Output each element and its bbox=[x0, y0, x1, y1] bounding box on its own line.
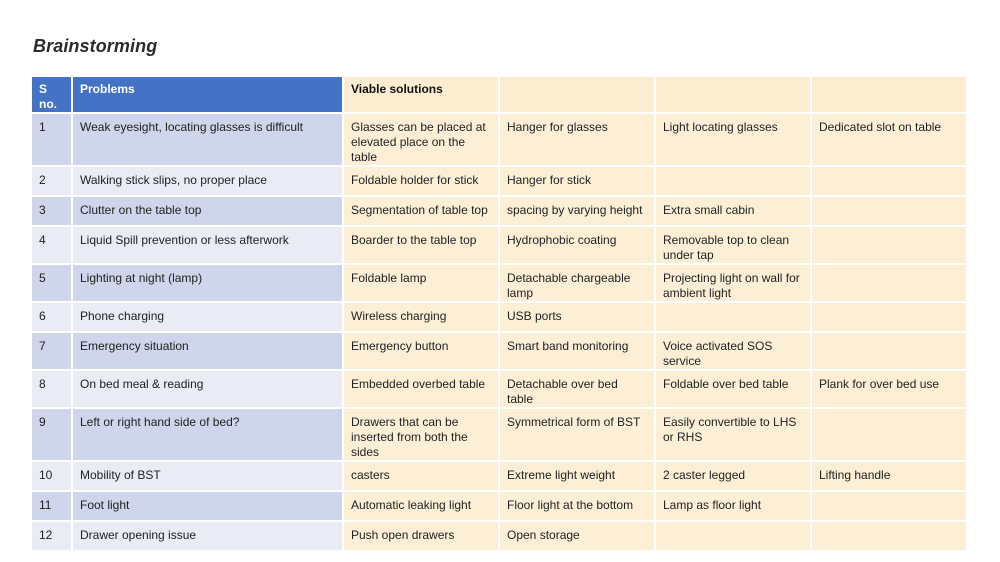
solution-cell bbox=[656, 522, 812, 552]
row-number: 5 bbox=[32, 265, 73, 303]
row-number: 8 bbox=[32, 371, 73, 409]
row-number: 10 bbox=[32, 462, 73, 492]
table-row bbox=[32, 227, 968, 265]
solution-cell: Foldable lamp bbox=[344, 265, 500, 303]
solution-cell bbox=[812, 265, 968, 303]
header-sno: S no. bbox=[32, 77, 73, 114]
solution-cell bbox=[812, 197, 968, 227]
table-row bbox=[32, 333, 968, 371]
solution-cell: Extra small cabin bbox=[656, 197, 812, 227]
solution-cell: Push open drawers bbox=[344, 522, 500, 552]
solution-cell: Voice activated SOS service bbox=[656, 333, 812, 371]
solution-cell bbox=[812, 492, 968, 522]
problem-cell: Foot light bbox=[73, 492, 344, 522]
problem-cell: Phone charging bbox=[73, 303, 344, 333]
solution-cell: Drawers that can be inserted from both the sides bbox=[344, 409, 500, 462]
solution-cell: Hanger for glasses bbox=[500, 114, 656, 167]
solution-cell: Removable top to clean under tap bbox=[656, 227, 812, 265]
solution-cell bbox=[812, 303, 968, 333]
solution-cell: Detachable over bed table bbox=[500, 371, 656, 409]
table-row bbox=[32, 522, 968, 552]
solution-cell: casters bbox=[344, 462, 500, 492]
table-row bbox=[32, 371, 968, 409]
solution-cell: Emergency button bbox=[344, 333, 500, 371]
solution-cell: Easily convertible to LHS or RHS bbox=[656, 409, 812, 462]
header-empty bbox=[500, 77, 656, 114]
row-number: 2 bbox=[32, 167, 73, 197]
solution-cell bbox=[656, 303, 812, 333]
row-number: 9 bbox=[32, 409, 73, 462]
solution-cell bbox=[812, 409, 968, 462]
problem-cell: Weak eyesight, locating glasses is difficult bbox=[73, 114, 344, 167]
solution-cell: Automatic leaking light bbox=[344, 492, 500, 522]
solution-cell: Projecting light on wall for ambient light bbox=[656, 265, 812, 303]
brainstorming-table bbox=[32, 77, 968, 552]
solution-cell: 2 caster legged bbox=[656, 462, 812, 492]
solution-cell: Extreme light weight bbox=[500, 462, 656, 492]
table-row bbox=[32, 462, 968, 492]
table-row bbox=[32, 114, 968, 167]
header-empty bbox=[656, 77, 812, 114]
solution-cell: Lamp as floor light bbox=[656, 492, 812, 522]
solution-cell: Boarder to the table top bbox=[344, 227, 500, 265]
header-row bbox=[32, 77, 968, 114]
solution-cell bbox=[812, 167, 968, 197]
problem-cell: Emergency situation bbox=[73, 333, 344, 371]
solution-cell: spacing by varying height bbox=[500, 197, 656, 227]
table-row bbox=[32, 197, 968, 227]
table-row bbox=[32, 167, 968, 197]
solution-cell: Embedded overbed table bbox=[344, 371, 500, 409]
table-row bbox=[32, 492, 968, 522]
problem-cell: Lighting at night (lamp) bbox=[73, 265, 344, 303]
solution-cell: Light locating glasses bbox=[656, 114, 812, 167]
problem-cell: Liquid Spill prevention or less afterwork bbox=[73, 227, 344, 265]
row-number: 3 bbox=[32, 197, 73, 227]
solution-cell: Smart band monitoring bbox=[500, 333, 656, 371]
header-problems: Problems bbox=[73, 77, 344, 114]
table-row bbox=[32, 409, 968, 462]
page-title: Brainstorming bbox=[33, 36, 158, 56]
solution-cell bbox=[656, 167, 812, 197]
solution-cell bbox=[812, 227, 968, 265]
problem-cell: Drawer opening issue bbox=[73, 522, 344, 552]
solution-cell: Hydrophobic coating bbox=[500, 227, 656, 265]
solution-cell: Lifting handle bbox=[812, 462, 968, 492]
row-number: 6 bbox=[32, 303, 73, 333]
solution-cell: Hanger for stick bbox=[500, 167, 656, 197]
solution-cell: Foldable holder for stick bbox=[344, 167, 500, 197]
solution-cell: Plank for over bed use bbox=[812, 371, 968, 409]
table-row bbox=[32, 303, 968, 333]
header-solutions: Viable solutions bbox=[344, 77, 500, 114]
problem-cell: Mobility of BST bbox=[73, 462, 344, 492]
solution-cell bbox=[812, 522, 968, 552]
solution-cell: Foldable over bed table bbox=[656, 371, 812, 409]
solution-cell: Wireless charging bbox=[344, 303, 500, 333]
row-number: 4 bbox=[32, 227, 73, 265]
table-row bbox=[32, 265, 968, 303]
row-number: 7 bbox=[32, 333, 73, 371]
problem-cell: Left or right hand side of bed? bbox=[73, 409, 344, 462]
row-number: 12 bbox=[32, 522, 73, 552]
solution-cell: USB ports bbox=[500, 303, 656, 333]
problem-cell: Clutter on the table top bbox=[73, 197, 344, 227]
solution-cell: Segmentation of table top bbox=[344, 197, 500, 227]
solution-cell: Glasses can be placed at elevated place on the table bbox=[344, 114, 500, 167]
table-body bbox=[32, 114, 968, 552]
solution-cell bbox=[812, 333, 968, 371]
row-number: 1 bbox=[32, 114, 73, 167]
problem-cell: On bed meal & reading bbox=[73, 371, 344, 409]
row-number: 11 bbox=[32, 492, 73, 522]
solution-cell: Symmetrical form of BST bbox=[500, 409, 656, 462]
solution-cell: Floor light at the bottom bbox=[500, 492, 656, 522]
header-empty bbox=[812, 77, 968, 114]
solution-cell: Detachable chargeable lamp bbox=[500, 265, 656, 303]
solution-cell: Open storage bbox=[500, 522, 656, 552]
solution-cell: Dedicated slot on table bbox=[812, 114, 968, 167]
problem-cell: Walking stick slips, no proper place bbox=[73, 167, 344, 197]
